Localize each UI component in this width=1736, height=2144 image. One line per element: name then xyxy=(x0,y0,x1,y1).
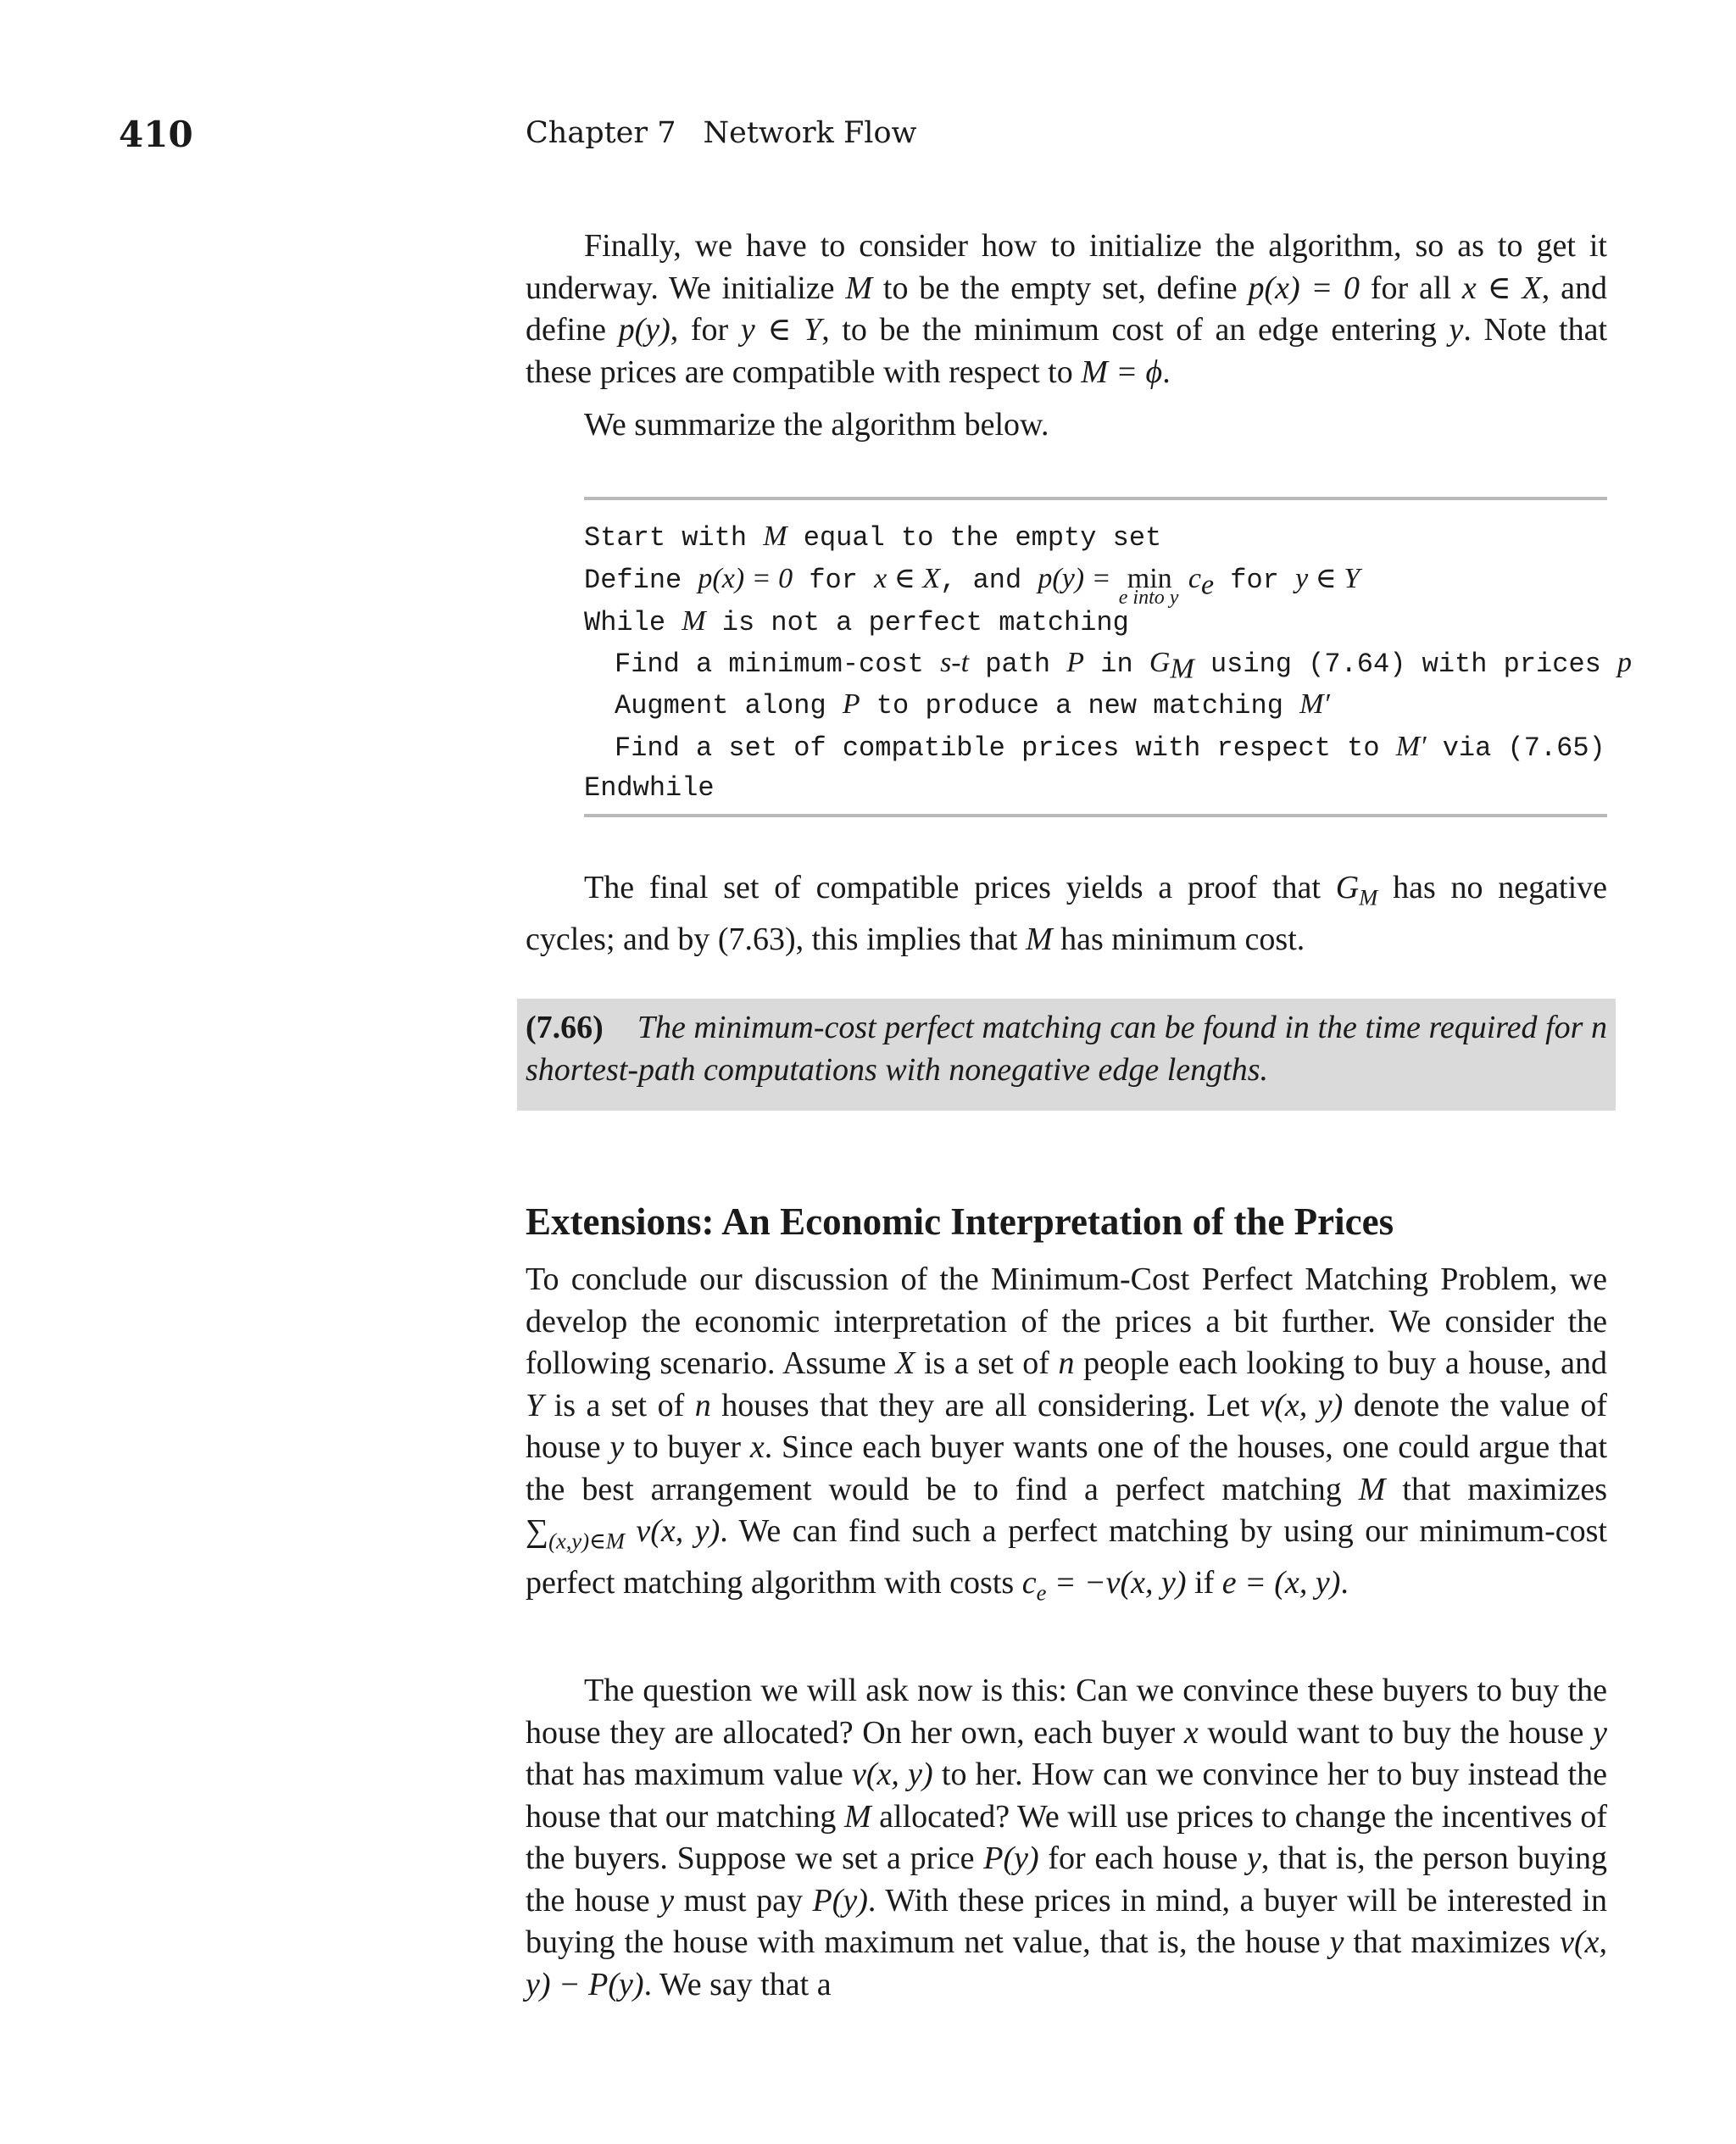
algo-line-7: Endwhile xyxy=(584,772,715,804)
algorithm-bottom-rule xyxy=(584,814,1607,817)
theorem-box xyxy=(517,999,1616,1111)
algorithm-top-rule xyxy=(584,497,1607,500)
algo-line-6: Find a set of compatible prices with respect to M′ via (7.65) xyxy=(615,731,1605,764)
chapter-label: Chapter 7 xyxy=(526,116,676,150)
body-paragraph-2: The question we will ask now is this: Can we convince these buyers to buy the house they are allocated? On her own, each buyer x would want to buy the house y that has maximum value v(x, y) to her. How can we convince her to buy instead the house that our matching M allocated? We will use prices to change the incentives of the buyers. Suppose we set a price P(y) for each house y, that is, the person buying the house y must pay P(y). With these prices in mind, a buyer will be interested in buying the house with maximum net value, that is, the house y that maximizes v(x, y) − P(y). We say that a xyxy=(526,1673,1607,2002)
algo-line-2: Define p(x) = 0 for x ∈ X, and p(y) = min e into y $c_e$ for y ∈ Y xyxy=(584,563,1360,609)
running-head xyxy=(526,116,917,150)
summary-sentence: We summarize the algorithm below. xyxy=(584,407,1049,443)
page-number: 410 xyxy=(119,114,193,155)
algo-line-3: While M is not a perfect matching xyxy=(584,605,1129,638)
intro-paragraph: Finally, we have to consider how to initialize the algorithm, so as to get it underway. We initialize M to be the empty set, define p(x) = 0 for all x ∈ X, and define p(y), for y ∈ Y, to be the minimum cost of an edge entering y. Note that these prices are compatible with respect to M = ϕ. xyxy=(526,228,1607,390)
algorithm-box xyxy=(584,514,1633,819)
theorem-label: (7.66) xyxy=(526,1010,604,1045)
theorem-text: (7.66) The minimum-cost perfect matching can be found in the time required for n shortest-path computations with nonegative edge lengths. xyxy=(526,1010,1607,1088)
algo-line-5: Augment along P to produce a new matching M′ xyxy=(615,688,1330,721)
algo-line-4: Find a minimum-cost s-t path P in $G_M$ using (7.64) with prices p xyxy=(615,647,1633,685)
after-paragraph: The final set of compatible prices yields a proof that $G_M$ has no negative cycles; and by (7.63), this implies that M has minimum cost. xyxy=(526,870,1607,958)
section-heading: Extensions: An Economic Interpretation of the Prices xyxy=(526,1200,1394,1243)
body-paragraph-1: To conclude our discussion of the Minimum-Cost Perfect Matching Problem, we develop the economic interpretation of the prices a bit further. We consider the following scenario. Assume X is a set of n people each looking to buy a house, and Y is a set of n houses that they are all considering. Let v(x, y) denote the value of house y to buyer x. Since each buyer wants one of the houses, one could argue that the best arrangement would be to find a perfect matching M that maximizes $\sum_{(x,y)\in M}$ v(x, y). We can find such a perfect matching by using our minimum-cost perfect matching algorithm with costs $c_e = -v(x$, y) if e = (x, y). xyxy=(526,1261,1608,1606)
chapter-title: Network Flow xyxy=(703,116,917,150)
algo-line-1: Start with M equal to the empty set xyxy=(584,521,1162,554)
